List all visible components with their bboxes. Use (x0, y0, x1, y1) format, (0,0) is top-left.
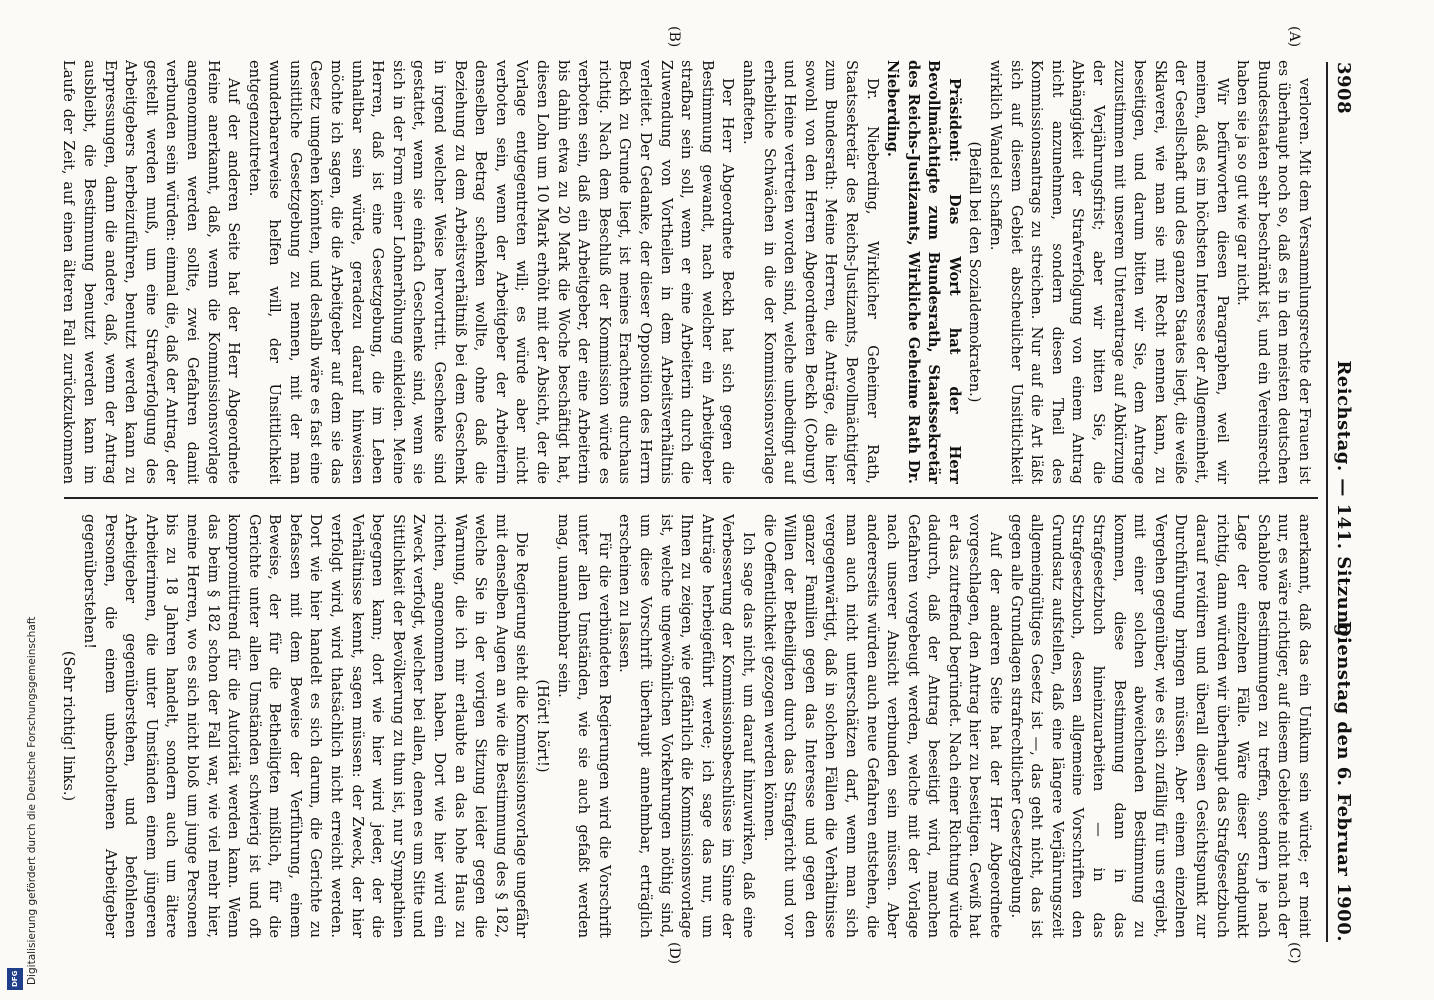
interjection: (Sehr richtig! links.) (60, 650, 78, 802)
paragraph: verloren. Mit dem Versammlungsrechte der Frauen ist es überhaupt noch so, daß es in den meisten deutschen Bundesstaaten sehr beschränkt ist, und ein Vereinsrecht haben sie ja so gut wie gar nicht. (1234, 60, 1313, 484)
margin-marker-a: (A) (1286, 26, 1302, 48)
paragraph: Die Regierung sieht die Kommissionsvorlage ungefähr mit denselben Augen an wie die Bestimmung des § 182, welche Sie in der vorigen Sitzung leider gegen die Warnung, die ich mir erlaubte an das hohe Haus zu richten, angenommen haben. Dort wie hier wird ein Zweck verfolgt, welcher bei allen, denen es um Sitte und Sittlichkeit der Bevölkerung zu thun ist, nur Sympathien begegnen kann; dort wie hier wird jeder, der die Verhältnisse kennt, sagen müssen: der Zweck, der hier verfolgt wird, wird thatsächlich nicht erreicht werden. Dort wie hier handelt es sich darum, die Gerichte zu befassen mit dem Beweise der Verführung, einem Beweise, der für die Betheiligten mißlich, für die Gerichte unter allen Umständen schwierig ist und oft kompromittirend für die Autorität werden kann. Wenn das beim § 182 schon der Fall war, wie viel mehr hier, meine Herren, wo es sich nicht bloß um junge Personen bis zu 18 Jahren handelt, sondern auch um ältere Arbeiterinnen, die unter Umständen einem jüngeren Arbeitgeber gegenüberstehen, und befohlenen Personen, die einem unbescholtenen Arbeitgeber gegenüberstehen! (80, 514, 531, 938)
margin-marker-d: (D) (666, 942, 682, 965)
interjection: (Beifall bei den Sozialdemokraten.) (966, 141, 984, 403)
paragraph: Auf der anderen Seite hat der Herr Abgeordnete vorgeschlagen, den Antrag hier zu beseitigen. Gewiß hat er das zutreffend begründet. Nach einer Richtung würde dadurch, daß der Antrag beseitigt wird, manchen Gefahren vorgebeugt werden, welche mit der Vorlage nach unserer Ansicht verbunden sein müssen. Aber andererseits würden auch neue Gefahren entstehen, die man auch nicht unterschätzen darf, wenn man sich vergegenwärtigt, daß in solchen Fällen die Verhältnisse ganzer Familien gegen das Interesse und gegen den Willen der Betheiligten durch das Strafgericht und vor die Oeffentlichkeit gezogen werden können. (760, 514, 1005, 938)
column-divider (64, 497, 1318, 499)
paragraph: anerkannt, daß das ein Unikum sein würde; er meint nur, es wäre richtiger, auf diesem Gebiete nicht nach der Schablone Bestimmungen zu treffen, sondern je nach Lage der einzelnen Fälle. Wäre dieser Standpunkt richtig, dann würden wir überhaupt das Strafgesetzbuch darauf revidiren und überall diesen Gesichtspunkt zur Durchführung bringen müssen. Aber einem einzelnen Vergehen gegenüber, wie es sich zufällig für uns ergiebt, mit einer solchen abweichenden Bestimmung zu kommen, diese Bestimmung dann in das Strafgesetzbuch hineinzuarbeiten — in das Strafgesetzbuch, dessen allgemeine Vorschriften den Grundsatz aufstellen, daß eine längere Verjährungszeit allgemeingültiges Gesetz ist —, das geht nicht, das ist gegen alle Grundlagen strafrechtlicher Gesetzgebung. (1007, 514, 1313, 938)
interjection: (Hört! hört!) (534, 679, 552, 773)
page-header (1328, 62, 1362, 942)
right-column (60, 514, 1314, 938)
paragraph: Dr. Nieberding, Wirklicher Geheimer Rath, Staatssekretär des Reichs-Justizamts, Bevollmächtigter zum Bundesrath: Meine Herren, die Anträge, die hier sowohl von den Herren Abgeordneten Beckh (Coburg) und Heine vertreten worden sind, welche unbedingt auf erhebliche Schwächen in die der Kommissionsvorlage anhafteten. (739, 60, 881, 484)
left-column (60, 60, 1314, 484)
paragraph: Wir befürworten diesen Paragraphen, weil wir meinen, daß es im höchsten Interesse der Allgemeinheit, der Gesellschaft und des ganzen Staates liegt, die weiße Sklaverei, wie man sie mit Recht nennen kann, zu beseitigen, und darum bitten wir Sie, dem Antrage zuzustimmen mit unserem Unterantrage auf Abkürzung der Verjährungsfrist; aber wir bitten Sie, die Abhängigkeit der Strafverfolgung von einem Antrag nicht anzunehmen, sondern diesen Theil des Kommissionsantrags zu streichen. Nur auf die Art läßt sich auf diesem Gebiet abscheulicher Unsittlichkeit wirklich Wandel schaffen. (987, 60, 1231, 484)
page-title: Reichstag. — 141. Sitzung. (1333, 360, 1354, 644)
digitization-credit (4, 0, 38, 1000)
document-page (58, 26, 1362, 965)
speaker-paragraph: Präsident: Das Wort hat der Herr Bevollmächtigte zum Bundesrath, Staatssekretär des Reichs-Justizamts, Wirkliche Geheime Rath Dr. Nieberding. (884, 60, 963, 484)
page-number: 3908 (1333, 62, 1354, 115)
dfg-logo: DFG (7, 968, 23, 990)
margin-marker-b: (B) (666, 26, 682, 48)
rotated-page-content (58, 26, 1362, 965)
credit-text: Digitalisierung gefördert durch die Deutsche Forschungsgemeinschaft (26, 616, 38, 985)
paragraph: Der Herr Abgeordnete Beckh hat sich gegen die Bestimmung gewandt, nach welcher ein Arbeitgeber strafbar sein soll, wenn er eine Arbeiterin durch die Zuwendung von Vortheilen in dem Arbeitsverhältnis verleitet. Der Gedanke, der dieser Opposition des Herrn Beckh zu Grunde liegt, ist meines Erachtens durchaus richtig. Nach dem Beschluß der Kommission würde es verboten sein, daß ein Arbeitgeber, der eine Arbeiterin bis dahin etwa zu 20 Mark die Woche beschäftigt hat, diesen Lohn um 10 Mark erhöht mit der Absicht, der die Vorlage entgegentreten will; es würde aber nicht verboten sein, wenn der Arbeitgeber der Arbeiterin denselben Betrag schenken wollte, ohne daß die Beziehung zu dem Arbeitsverhältniß bei dem Geschenk in irgend welcher Weise hervortritt. Geschenke sind gestattet, wenn sie einfach Geschenke sind, wenn sie sich in der Form einer Lohnerhöhung einkleiden. Meine Herren, daß ist eine Gesetzgebung, die im Leben unhaltbar sein würde, geradezu darauf hinweisen möchte ich sagen, die die Arbeitgeber auf dem sie das Gesetz umgehen könnten, und deshalb wäre es fast eine unsittliche Gesetzgebung zu nennen, mit der man wunderbarerweise helfen will, der Unsittlichkeit entgegenzutreten. (245, 60, 737, 484)
paragraph: Ich sage das nicht, um darauf hinzuwirken, daß eine Verbesserung der Kommissionsbeschlüsse im Sinne der Anträge herbeigeführt werde; ich sage das nur, um Ihnen zu zeigen, wie gefährlich die Kommissionsvorlage ist, welche ungewöhnlichen Vorkehrungen nöthig sind, um diese Vorschrift überhaupt annehmbar, erträglich erscheinen zu lassen. (616, 514, 757, 938)
paragraph: Für die verbündeten Regierungen wird die Vorschrift unter allen Umständen, wie sie auch gefaßt werden mag, unannehmbar sein. (554, 514, 613, 938)
paragraph: Auf der anderen Seite hat der Herr Abgeordnete Heine anerkannt, daß, wenn die Kommissionsvorlage angenommen werden sollte, zwei Gefahren damit verbunden sein würden: einmal die, daß der Antrag, der gestellt werden muß, um eine Strafverfolgung des Arbeitgebers herbeizuführen, benutzt werden kann zu Erpressungen, dann die andere, daß, wenn der Antrag ausbleibt, die Bestimmung benutzt werden kann im Laufe der Zeit, auf einen älteren Fall zurückzukommen (60, 60, 243, 484)
header-rule (1326, 62, 1328, 942)
session-date: Dienstag den 6. Februar 1900. (1333, 620, 1354, 942)
margin-marker-c: (C) (1286, 942, 1302, 964)
